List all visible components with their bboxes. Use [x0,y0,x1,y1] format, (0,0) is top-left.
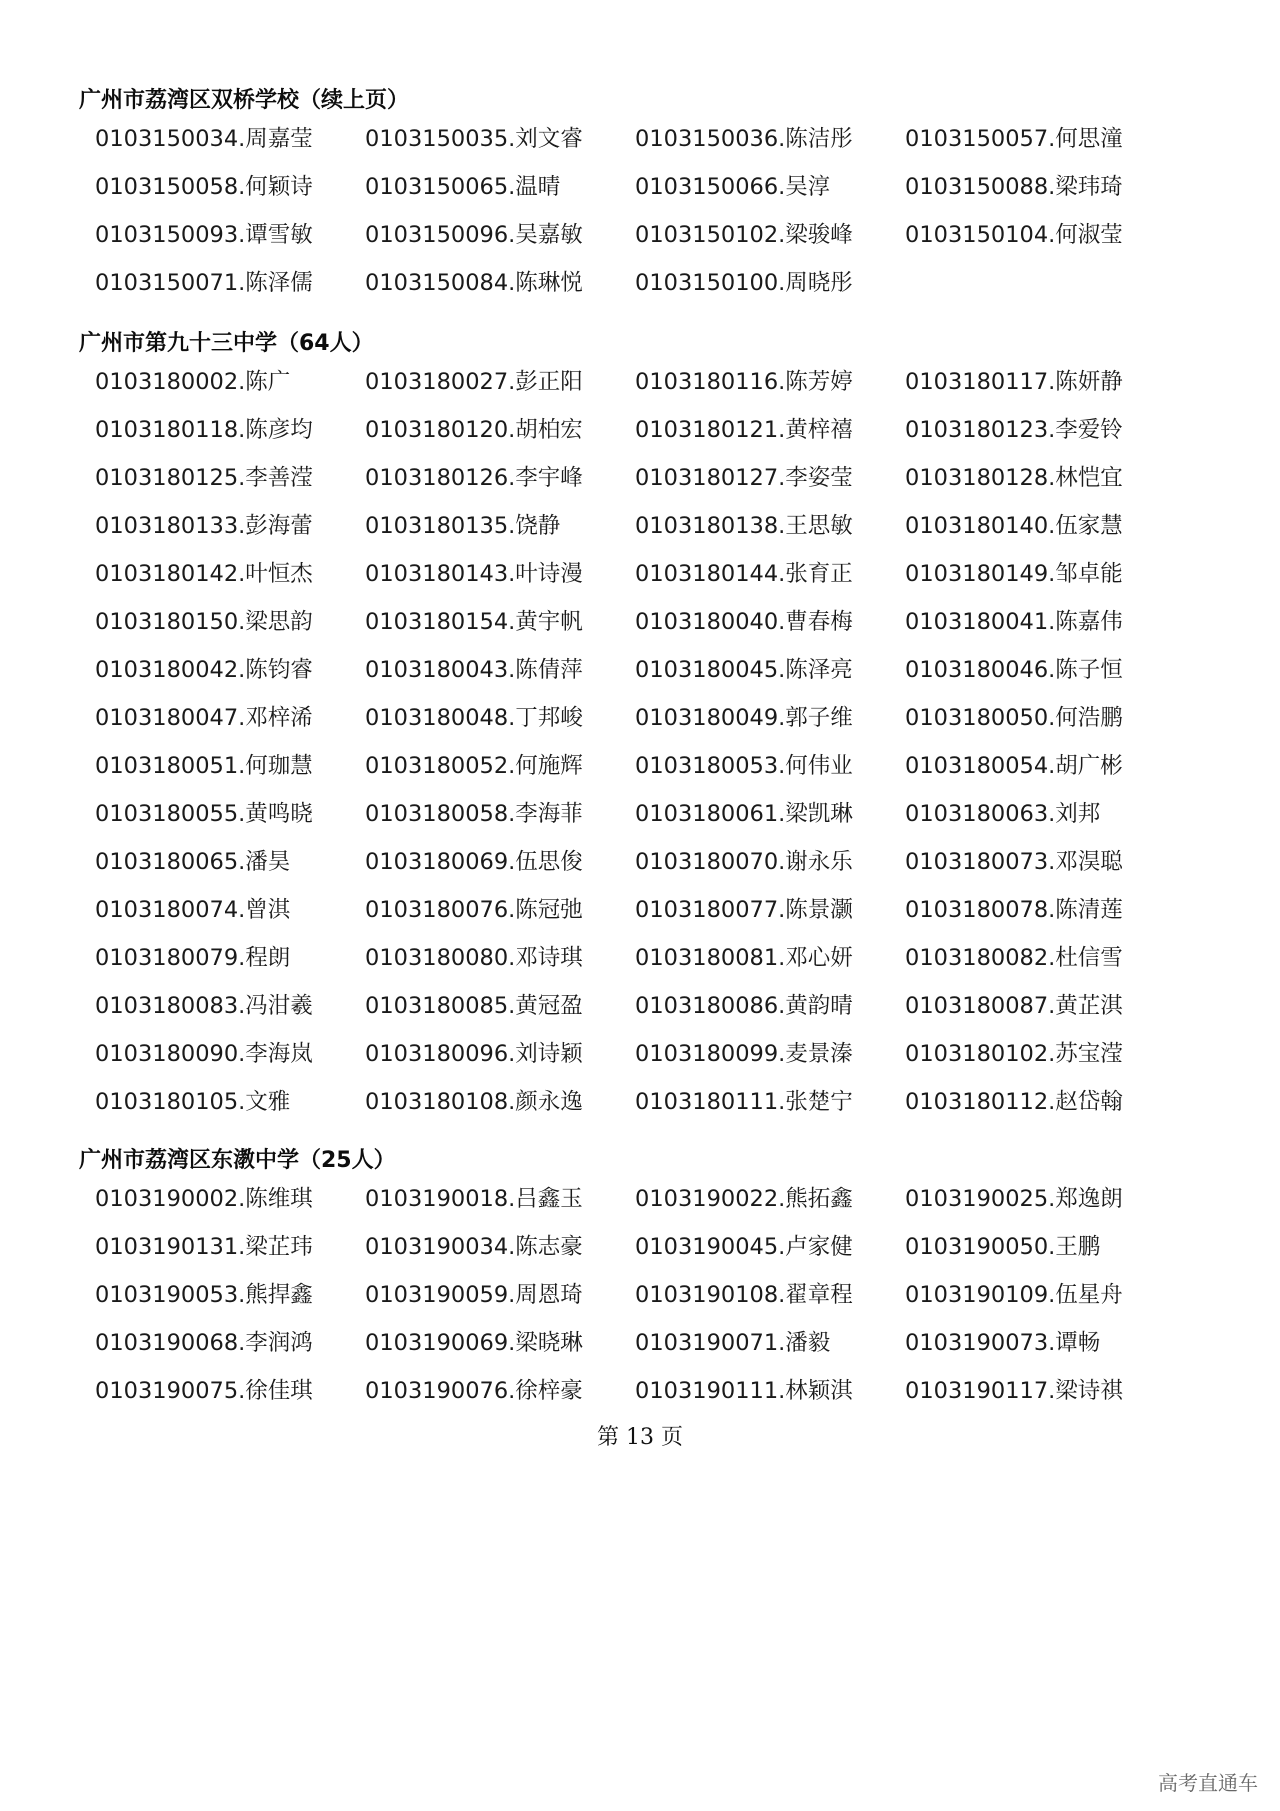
student-entry: 0103180085.黄冠盈 [365,993,583,1019]
student-entry: 0103180126.李宇峰 [365,465,583,491]
student-entry: 0103180080.邓诗琪 [365,945,583,971]
student-entry: 0103190071.潘毅 [635,1330,831,1356]
student-entry: 0103180111.张楚宁 [635,1089,853,1115]
student-entry: 0103180027.彭正阳 [365,369,583,395]
student-entry: 0103180149.邹卓能 [905,561,1123,587]
student-entry: 0103180052.何施辉 [365,753,583,779]
student-entry: 0103180076.陈冠弛 [365,897,583,923]
student-entry: 0103150088.梁玮琦 [905,174,1123,200]
student-entry: 0103190131.梁芷玮 [95,1234,313,1260]
student-entry: 0103180087.黄芷淇 [905,993,1123,1019]
student-entry: 0103180042.陈钧睿 [95,657,313,683]
student-entry: 0103190108.翟章程 [635,1282,853,1308]
student-entry: 0103180047.邓梓浠 [95,705,313,731]
student-entry: 0103180125.李善滢 [95,465,313,491]
student-entry: 0103190068.李润鸿 [95,1330,313,1356]
student-entry: 0103190059.周恩琦 [365,1282,583,1308]
student-entry: 0103180102.苏宝滢 [905,1041,1123,1067]
student-entry: 0103180061.梁凯琳 [635,801,853,827]
student-entry: 0103190109.伍星舟 [905,1282,1123,1308]
student-entry: 0103180135.饶静 [365,513,561,539]
student-entry: 0103180073.邓淏聪 [905,849,1123,875]
student-entry: 0103150035.刘文睿 [365,126,583,152]
student-entry: 0103190002.陈维琪 [95,1186,313,1212]
student-entry: 0103150057.何思潼 [905,126,1123,152]
student-entry: 0103190117.梁诗祺 [905,1378,1123,1404]
student-entry: 0103180144.张育正 [635,561,853,587]
student-entry: 0103180086.黄韵晴 [635,993,853,1019]
student-entry: 0103180140.伍家慧 [905,513,1123,539]
student-entry: 0103180099.麦景溱 [635,1041,853,1067]
student-entry: 0103190069.梁晓琳 [365,1330,583,1356]
student-entry: 0103150071.陈泽儒 [95,270,313,296]
student-entry: 0103180123.李爱铃 [905,417,1123,443]
student-entry: 0103180143.叶诗漫 [365,561,583,587]
page-number: 第 13 页 [597,1425,683,1450]
student-entry: 0103150102.梁骏峰 [635,222,853,248]
student-entry: 0103180133.彭海蕾 [95,513,313,539]
student-entry: 0103150034.周嘉莹 [95,126,313,152]
student-entry: 0103180043.陈倩萍 [365,657,583,683]
student-entry: 0103190022.熊拓鑫 [635,1186,853,1212]
section-93rd-middle-school [79,328,1229,1128]
student-entry: 0103180116.陈芳婷 [635,369,853,395]
student-entry: 0103180048.丁邦峻 [365,705,583,731]
student-entry: 0103180077.陈景灏 [635,897,853,923]
student-entry: 0103180050.何浩鹏 [905,705,1123,731]
student-entry: 0103190045.卢家健 [635,1234,853,1260]
student-entry: 0103180121.黄梓禧 [635,417,853,443]
student-entry: 0103190018.吕鑫玉 [365,1186,583,1212]
student-entry: 0103180002.陈广 [95,369,291,395]
student-entry: 0103150104.何淑莹 [905,222,1123,248]
student-entry: 0103190034.陈志豪 [365,1234,583,1260]
student-entry: 0103150096.吴嘉敏 [365,222,583,248]
student-entry: 0103190053.熊捍鑫 [95,1282,313,1308]
student-entry: 0103180082.杜信雪 [905,945,1123,971]
student-entry: 0103180078.陈清莲 [905,897,1123,923]
student-entry: 0103150093.谭雪敏 [95,222,313,248]
section-dongjiao-middle-school [79,1145,1229,1425]
section-title: 广州市第九十三中学（64人） [79,331,374,356]
student-entry: 0103150084.陈琳悦 [365,270,583,296]
student-entry: 0103180081.邓心妍 [635,945,853,971]
student-entry: 0103180069.伍思俊 [365,849,583,875]
student-entry: 0103180090.李海岚 [95,1041,313,1067]
student-entry: 0103180065.潘昊 [95,849,291,875]
student-entry: 0103190050.王鹏 [905,1234,1101,1260]
student-entry: 0103180041.陈嘉伟 [905,609,1123,635]
student-entry: 0103180040.曹春梅 [635,609,853,635]
student-entry: 0103180070.谢永乐 [635,849,853,875]
student-entry: 0103190075.徐佳琪 [95,1378,313,1404]
student-entry: 0103180117.陈妍静 [905,369,1123,395]
student-entry: 0103190073.谭畅 [905,1330,1101,1356]
student-entry: 0103180120.胡柏宏 [365,417,583,443]
student-entry: 0103180074.曾淇 [95,897,291,923]
student-entry: 0103180058.李海菲 [365,801,583,827]
student-entry: 0103180154.黄宇帆 [365,609,583,635]
student-entry: 0103190076.徐梓豪 [365,1378,583,1404]
student-entry: 0103180128.林恺宜 [905,465,1123,491]
student-entry: 0103180063.刘邦 [905,801,1101,827]
student-entry: 0103180096.刘诗颖 [365,1041,583,1067]
section-title: 广州市荔湾区东漖中学（25人） [79,1148,396,1173]
student-entry: 0103190025.郑逸朗 [905,1186,1123,1212]
student-entry: 0103180108.颜永逸 [365,1089,583,1115]
student-entry: 0103190111.林颖淇 [635,1378,853,1404]
student-entry: 0103150066.吴淳 [635,174,831,200]
student-entry: 0103150058.何颖诗 [95,174,313,200]
student-entry: 0103150036.陈洁彤 [635,126,853,152]
student-entry: 0103180150.梁思韵 [95,609,313,635]
student-entry: 0103180055.黄鸣晓 [95,801,313,827]
student-entry: 0103180049.郭子维 [635,705,853,731]
student-entry: 0103180127.李姿莹 [635,465,853,491]
student-entry: 0103180083.冯泔羲 [95,993,313,1019]
section-title: 广州市荔湾区双桥学校（续上页） [79,88,410,113]
student-entry: 0103180053.何伟业 [635,753,853,779]
student-entry: 0103180054.胡广彬 [905,753,1123,779]
student-entry: 0103180051.何珈慧 [95,753,313,779]
student-entry: 0103150065.温晴 [365,174,561,200]
student-entry: 0103180112.赵岱翰 [905,1089,1123,1115]
student-entry: 0103180045.陈泽亮 [635,657,853,683]
watermark-text: 高考直通车 [1158,1771,1258,1795]
student-entry: 0103180046.陈子恒 [905,657,1123,683]
student-entry: 0103180105.文雅 [95,1089,291,1115]
student-entry: 0103180118.陈彦均 [95,417,313,443]
student-entry: 0103150100.周晓彤 [635,270,853,296]
student-entry: 0103180079.程朗 [95,945,291,971]
student-entry: 0103180142.叶恒杰 [95,561,313,587]
section-shuangqiao-school [79,85,1229,305]
student-entry: 0103180138.王思敏 [635,513,853,539]
